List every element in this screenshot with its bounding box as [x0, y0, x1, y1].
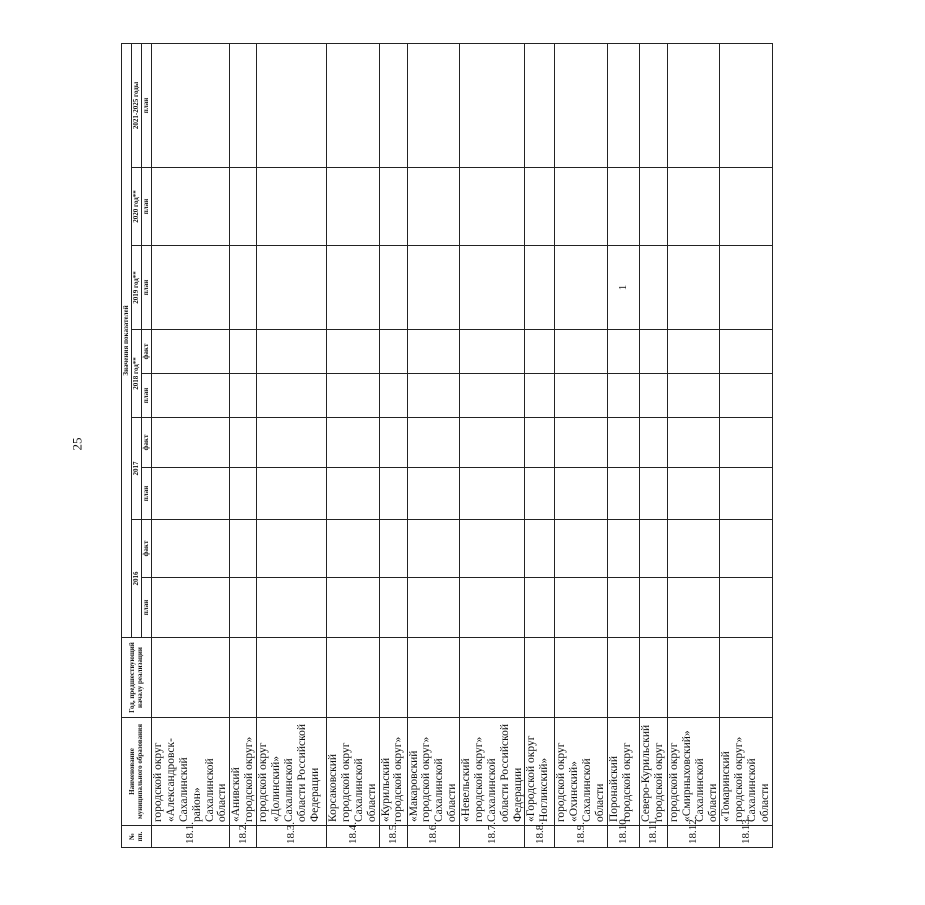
empty-cell [257, 468, 327, 520]
cell-2019-plan [639, 246, 667, 330]
empty-cell [407, 468, 460, 520]
empty-cell [152, 578, 230, 638]
cell-2019-plan [257, 246, 327, 330]
row-municipality-name: городской округ «Смирныховский» Сахалинской области [667, 718, 720, 826]
empty-cell [667, 578, 720, 638]
empty-cell [460, 330, 525, 374]
empty-cell [152, 43, 230, 167]
empty-cell [639, 578, 667, 638]
empty-cell [379, 578, 407, 638]
empty-cell [257, 520, 327, 578]
indicators-table [121, 43, 773, 848]
empty-cell [230, 330, 257, 374]
empty-cell [152, 468, 230, 520]
empty-cell [460, 374, 525, 418]
header-2021: 2021-2025 годы [132, 43, 142, 167]
page-number: 25 [69, 437, 85, 451]
empty-cell [460, 638, 525, 718]
empty-cell [525, 468, 555, 520]
empty-cell [407, 578, 460, 638]
header-2018: 2018 год** [132, 330, 142, 418]
empty-cell [555, 168, 608, 246]
empty-cell [720, 43, 773, 167]
empty-cell [720, 418, 773, 468]
empty-cell [327, 520, 380, 578]
table-row [379, 43, 407, 847]
empty-cell [607, 168, 639, 246]
row-municipality-name: Корсаковский городской округ Сахалинской области [327, 718, 380, 826]
empty-cell [667, 374, 720, 418]
header-2021-plan: план [142, 43, 152, 167]
empty-cell [460, 578, 525, 638]
empty-cell [607, 43, 639, 167]
row-number: 18.13. [720, 826, 773, 848]
empty-cell [667, 168, 720, 246]
header-2019-plan: план [142, 246, 152, 330]
empty-cell [152, 520, 230, 578]
header-2020: 2020 год** [132, 168, 142, 246]
row-municipality-name: «Томаринский городской округ» Сахалинской области [720, 718, 773, 826]
empty-cell [639, 43, 667, 167]
row-municipality-name: «Невельский городской округ» Сахалинской области Российской Федерации [460, 718, 525, 826]
table-row [667, 43, 720, 847]
empty-cell [607, 468, 639, 520]
empty-cell [607, 578, 639, 638]
empty-cell [720, 168, 773, 246]
header-2018-plan: план [142, 374, 152, 418]
empty-cell [230, 374, 257, 418]
row-municipality-name: городской округ «Александровск-Сахалинский район» Сахалинской области [152, 718, 230, 826]
cell-2019-plan [327, 246, 380, 330]
empty-cell [257, 43, 327, 167]
empty-cell [607, 418, 639, 468]
empty-cell [720, 330, 773, 374]
empty-cell [639, 520, 667, 578]
row-number: 18.7. [460, 826, 525, 848]
header-2017: 2017 [132, 418, 142, 520]
row-number: 18.10. [607, 826, 639, 848]
empty-cell [407, 520, 460, 578]
empty-cell [720, 578, 773, 638]
row-municipality-name: «Городской округ Ногликский» [525, 718, 555, 826]
cell-2019-plan [555, 246, 608, 330]
row-municipality-name: городской округ «Охинский» Сахалинской области [555, 718, 608, 826]
empty-cell [257, 330, 327, 374]
empty-cell [555, 468, 608, 520]
empty-cell [327, 374, 380, 418]
header-2019: 2019 год** [132, 246, 142, 330]
empty-cell [152, 374, 230, 418]
empty-cell [639, 638, 667, 718]
empty-cell [230, 168, 257, 246]
empty-cell [525, 520, 555, 578]
empty-cell [230, 578, 257, 638]
row-number: 18.4. [327, 826, 380, 848]
empty-cell [327, 418, 380, 468]
empty-cell [327, 578, 380, 638]
header-2016: 2016 [132, 520, 142, 638]
empty-cell [152, 330, 230, 374]
empty-cell [407, 43, 460, 167]
empty-cell [407, 638, 460, 718]
empty-cell [407, 374, 460, 418]
empty-cell [525, 43, 555, 167]
empty-cell [525, 638, 555, 718]
cell-2019-plan [460, 246, 525, 330]
empty-cell [152, 638, 230, 718]
empty-cell [379, 330, 407, 374]
empty-cell [639, 418, 667, 468]
empty-cell [407, 418, 460, 468]
empty-cell [230, 638, 257, 718]
empty-cell [460, 468, 525, 520]
empty-cell [257, 168, 327, 246]
empty-cell [379, 374, 407, 418]
table-row [327, 43, 380, 847]
table-wrapper [121, 44, 771, 848]
table-row [525, 43, 555, 847]
empty-cell [460, 520, 525, 578]
cell-2019-plan [525, 246, 555, 330]
empty-cell [379, 418, 407, 468]
empty-cell [257, 638, 327, 718]
table-row [607, 43, 639, 847]
empty-cell [667, 418, 720, 468]
empty-cell [607, 330, 639, 374]
empty-cell [555, 520, 608, 578]
empty-cell [555, 638, 608, 718]
header-year-before: Год, предшествующий началу реализации [122, 638, 152, 718]
header-2018-fact: факт [142, 330, 152, 374]
table-row [639, 43, 667, 847]
empty-cell [327, 168, 380, 246]
empty-cell [379, 520, 407, 578]
row-municipality-name: «Макаровский городской округ» Сахалинской области [407, 718, 460, 826]
empty-cell [379, 43, 407, 167]
empty-cell [555, 330, 608, 374]
empty-cell [555, 578, 608, 638]
empty-cell [257, 418, 327, 468]
empty-cell [720, 520, 773, 578]
empty-cell [720, 374, 773, 418]
row-number: 18.12. [667, 826, 720, 848]
empty-cell [555, 418, 608, 468]
empty-cell [379, 638, 407, 718]
empty-cell [152, 418, 230, 468]
empty-cell [639, 374, 667, 418]
row-municipality-name: городской округ «Долинский» Сахалинской области Российской Федерации [257, 718, 327, 826]
empty-cell [230, 468, 257, 520]
empty-cell [525, 374, 555, 418]
header-2016-fact: факт [142, 520, 152, 578]
row-number: 18.2. [230, 826, 257, 848]
empty-cell [327, 330, 380, 374]
empty-cell [667, 43, 720, 167]
empty-cell [327, 468, 380, 520]
empty-cell [639, 168, 667, 246]
empty-cell [667, 638, 720, 718]
cell-2019-plan [407, 246, 460, 330]
empty-cell [607, 374, 639, 418]
header-2020-plan: план [142, 168, 152, 246]
empty-cell [379, 168, 407, 246]
empty-cell [667, 520, 720, 578]
empty-cell [720, 638, 773, 718]
header-name: Наименование муниципального образования [122, 718, 152, 826]
empty-cell [460, 418, 525, 468]
cell-2019-plan [152, 246, 230, 330]
row-number: 18.5. [379, 826, 407, 848]
row-number: 18.8. [525, 826, 555, 848]
empty-cell [607, 520, 639, 578]
header-2017-plan: план [142, 468, 152, 520]
header-2017-fact: факт [142, 418, 152, 468]
empty-cell [639, 468, 667, 520]
empty-cell [525, 168, 555, 246]
empty-cell [639, 330, 667, 374]
empty-cell [230, 418, 257, 468]
empty-cell [555, 374, 608, 418]
empty-cell [460, 168, 525, 246]
table-row [720, 43, 773, 847]
row-municipality-name: «Анивский городской округ» [230, 718, 257, 826]
header-2016-plan: план [142, 578, 152, 638]
empty-cell [257, 578, 327, 638]
empty-cell [667, 468, 720, 520]
empty-cell [407, 168, 460, 246]
table-row [460, 43, 525, 847]
cell-2019-plan [720, 246, 773, 330]
cell-2019-plan [667, 246, 720, 330]
table-row [152, 43, 230, 847]
header-values-group: Значения показателей [122, 43, 132, 637]
empty-cell [230, 43, 257, 167]
row-number: 18.3. [257, 826, 327, 848]
empty-cell [460, 43, 525, 167]
empty-cell [152, 168, 230, 246]
cell-2019-plan [230, 246, 257, 330]
row-municipality-name: «Курильский городской округ» [379, 718, 407, 826]
table-row [230, 43, 257, 847]
empty-cell [379, 468, 407, 520]
empty-cell [257, 374, 327, 418]
empty-cell [607, 638, 639, 718]
empty-cell [327, 43, 380, 167]
header-num: № пп. [122, 826, 152, 848]
table-row [555, 43, 608, 847]
table-row [407, 43, 460, 847]
row-number: 18.6. [407, 826, 460, 848]
empty-cell [555, 43, 608, 167]
row-number: 18.1. [152, 826, 230, 848]
empty-cell [525, 330, 555, 374]
cell-2019-plan: 1 [607, 246, 639, 330]
row-number: 18.11. [639, 826, 667, 848]
row-number: 18.9. [555, 826, 608, 848]
empty-cell [230, 520, 257, 578]
empty-cell [525, 418, 555, 468]
table-row [257, 43, 327, 847]
empty-cell [327, 638, 380, 718]
empty-cell [525, 578, 555, 638]
empty-cell [407, 330, 460, 374]
row-municipality-name: Поронайский городской округ [607, 718, 639, 826]
row-municipality-name: Северо-Курильский городской округ [639, 718, 667, 826]
cell-2019-plan [379, 246, 407, 330]
empty-cell [667, 330, 720, 374]
empty-cell [720, 468, 773, 520]
